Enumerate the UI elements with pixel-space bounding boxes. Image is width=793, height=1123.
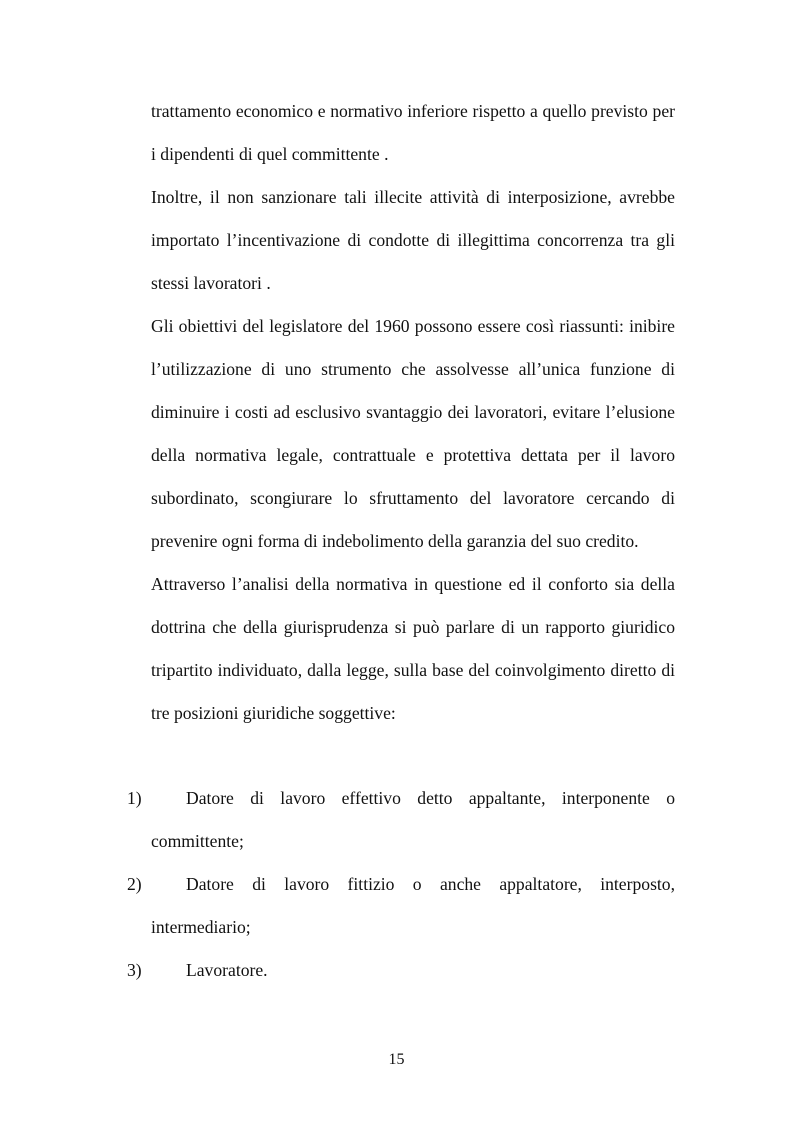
list-marker: 2) [127,874,142,894]
list-item-text: Lavoratore. [186,960,268,980]
list-marker: 1) [127,788,142,808]
list-item [127,777,675,863]
list-item [127,863,675,949]
list-item-text: Datore di lavoro fittizio o anche appaltatore, interposto, intermediario; [151,874,675,937]
paragraph-3: Gli obiettivi del legislatore del 1960 possono essere così riassunti: inibire l’utilizzazione di uno strumento che assolvesse all’unica funzione di diminuire i costi ad esclusivo svantaggio dei lavoratori, evitare l’elusione della normativa legale, contrattuale e protettiva dettata per il lavoro subordinato, scongiurare lo sfruttamento del lavoratore cercando di prevenire ogni forma di indebolimento della garanzia del suo credito. [151,316,675,551]
list-item [127,949,675,992]
paragraph-1: trattamento economico e normativo inferiore rispetto a quello previsto per i dipendenti di quel committente . [151,101,675,164]
paragraph-2: Inoltre, il non sanzionare tali illecite attività di interposizione, avrebbe importato l’incentivazione di condotte di illegittima concorrenza tra gli stessi lavoratori . [151,187,675,293]
page-number: 15 [388,1051,405,1068]
numbered-list [127,777,675,992]
paragraph-4: Attraverso l’analisi della normativa in questione ed il conforto sia della dottrina che della giurisprudenza si può parlare di un rapporto giuridico tripartito individuato, dalla legge, sulla base del coinvolgimento diretto di tre posizioni giuridiche soggettive: [151,574,675,723]
list-item-text: Datore di lavoro effettivo detto appaltante, interponente o committente; [151,788,675,851]
list-marker: 3) [127,960,142,980]
body-text [151,90,675,735]
